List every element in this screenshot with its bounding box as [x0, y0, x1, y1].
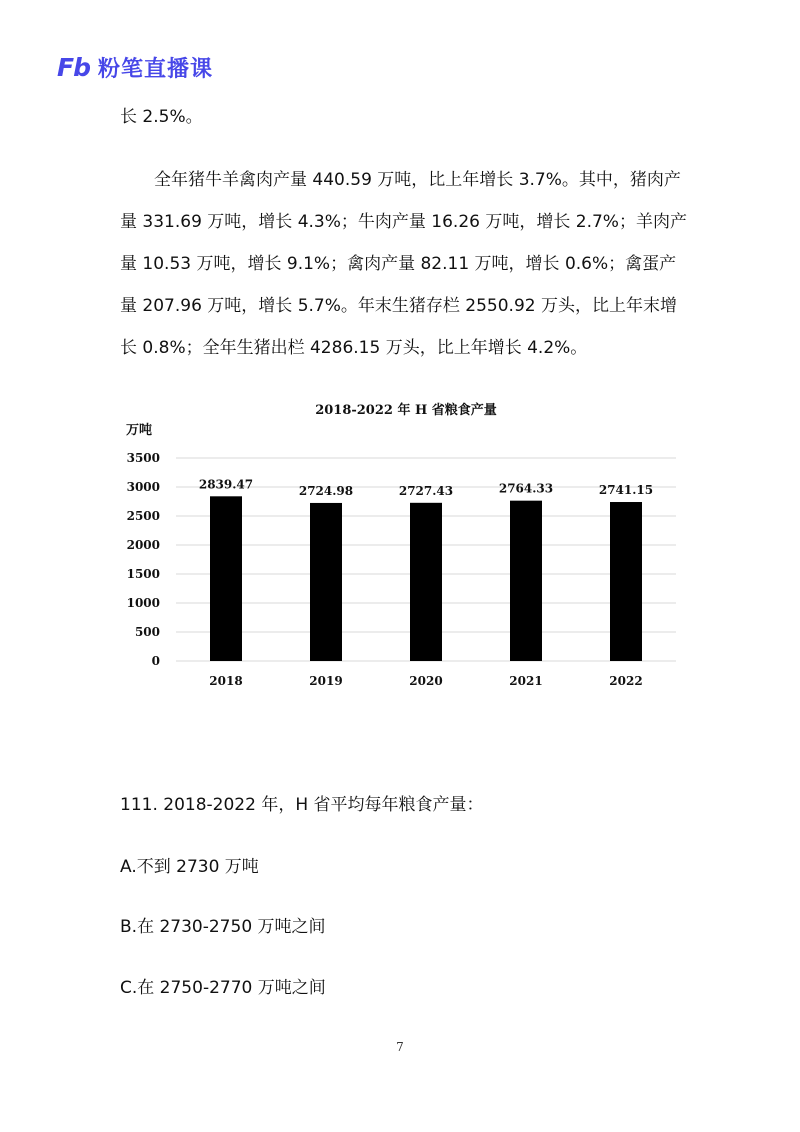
chart-y-axis-label: 万吨	[126, 423, 153, 438]
y-tick-label: 3000	[126, 480, 160, 494]
logo-mark: Fb	[57, 53, 90, 82]
chart-data-labels	[199, 477, 653, 498]
bar-2022	[610, 502, 642, 661]
option-b[interactable]: B.在 2730-2750 万吨之间	[120, 917, 326, 937]
paragraph-meat-production: 全年猪牛羊禽肉产量 440.59 万吨，比上年增长 3.7%。其中，猪肉产量 331.69 万吨，增长 4.3%；牛肉产量 16.26 万吨，增长 2.7%；羊肉产量 10.53 万吨，增长 9.1%；禽肉产量 82.11 万吨，增长 0.6%；禽蛋产量 207.96 万吨，增长 5.7%。年末生猪存栏 2550.92 万头，比上年末增长 0.8%；全年生猪出栏 4286.15 万头，比上年增长 4.2%。	[120, 170, 687, 358]
chart-bars	[210, 496, 642, 661]
bar-chart-svg	[116, 396, 692, 696]
y-tick-label: 0	[151, 654, 160, 668]
question-stem: 111. 2018-2022 年，H 省平均每年粮食产量：	[120, 795, 484, 815]
paragraph-continuation: 长 2.5%。	[120, 107, 203, 127]
data-label-2019: 2724.98	[298, 483, 354, 498]
option-a[interactable]: A.不到 2730 万吨	[120, 857, 259, 877]
x-tick-label-2019: 2019	[309, 674, 343, 688]
y-tick-label: 1500	[126, 567, 160, 581]
brand-logo	[57, 52, 213, 83]
bar-2019	[310, 503, 342, 661]
chart-title: 2018-2022 年 H 省粮食产量	[315, 403, 497, 418]
data-label-2021: 2764.33	[498, 481, 554, 496]
x-tick-label-2022: 2022	[609, 674, 643, 688]
bar-2018	[210, 496, 242, 661]
y-tick-label: 2000	[126, 538, 160, 552]
grain-production-chart	[116, 396, 692, 696]
data-label-2018: 2839.47	[198, 477, 254, 492]
x-tick-label-2018: 2018	[209, 674, 243, 688]
option-c[interactable]: C.在 2750-2770 万吨之间	[120, 978, 326, 998]
bar-2021	[510, 501, 542, 661]
bar-2020	[410, 503, 442, 661]
data-label-2022: 2741.15	[598, 483, 654, 498]
chart-x-ticks	[209, 674, 642, 688]
logo-text: 粉笔直播课	[97, 57, 213, 82]
x-tick-label-2020: 2020	[409, 674, 443, 688]
data-label-2020: 2727.43	[398, 483, 454, 498]
chart-y-ticks	[127, 451, 160, 668]
y-tick-label: 3500	[126, 451, 160, 465]
x-tick-label-2021: 2021	[509, 674, 543, 688]
y-tick-label: 500	[134, 625, 160, 639]
y-tick-label: 2500	[126, 509, 160, 523]
y-tick-label: 1000	[126, 596, 160, 610]
page-number: 7	[396, 1040, 404, 1054]
